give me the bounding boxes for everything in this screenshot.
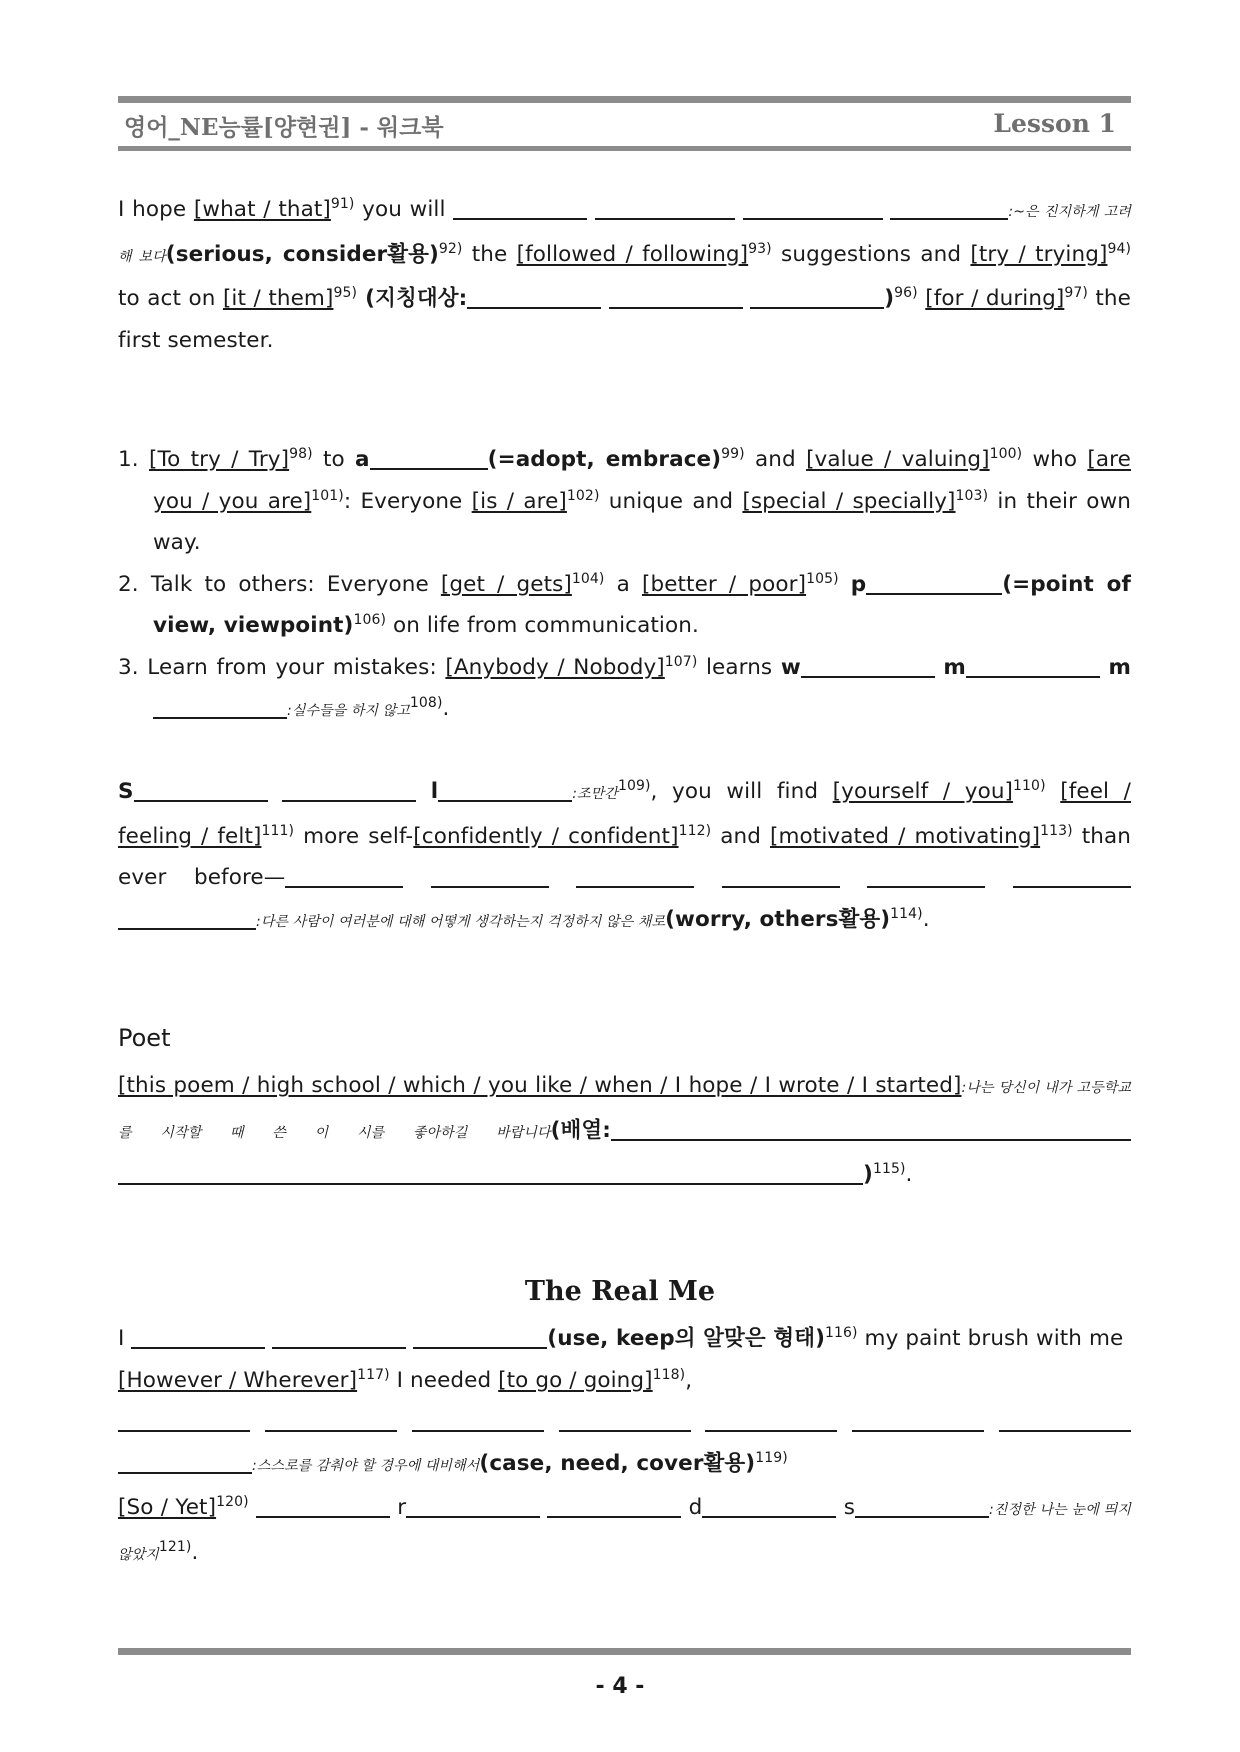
blank [412, 1408, 544, 1432]
blank [285, 864, 403, 888]
poet-paragraph: [this poem / high school / which / you like / when / I hope / I wrote / I started]:나는 당신이 내가 고등학교를 시작할 때 쓴 이 시를 좋아하길 바랍니다(배열: )$^{115)}$. [118, 1073, 1131, 1187]
blank [559, 1408, 691, 1432]
blank [131, 1325, 265, 1349]
blank [406, 1494, 540, 1518]
blank [801, 654, 935, 678]
choice-93: [followed / following] [516, 241, 749, 267]
blank [282, 778, 416, 802]
blank [272, 1325, 406, 1349]
blank [576, 864, 694, 888]
numbered-list [118, 439, 1131, 733]
choice-95: [it / them] [222, 286, 334, 311]
list-item: 3. Learn from your mistakes: [Anybody / Nobody]$^{107)}$ learns w m m:실수들을 하지 않고$^{108)}$. [118, 653, 1132, 721]
page-number: - 4 - [595, 1674, 645, 1699]
blank [866, 571, 1002, 595]
blank [702, 1494, 836, 1518]
blank [547, 1494, 681, 1518]
header-lesson: Lesson 1 [993, 109, 1116, 138]
blank [999, 1408, 1131, 1432]
realme-paragraph: I (use, keep의 알맞은 형태)$^{116)}$ my paint brush with me [However / Wherever]$^{117)}$ I needed [to go / going]$^{118)}$, :스스로를 감춰야 할 경우에 대비해서(case, need, cover활용)$^{119)}$ [So / Yet]$^{120)}$ r d s :진정한 나는 눈에 띄지 않았지$^{121)}$. [118, 1325, 1132, 1565]
blank [966, 654, 1100, 678]
blank [118, 1161, 863, 1185]
list-item: 2. Talk to others: Everyone [get / gets]$^{104)}$ a [better / poor]$^{105)}$ p (=point of view, viewpoint)$^{106)}$ on life from communication. [118, 570, 1131, 638]
blank [609, 285, 743, 309]
blank [413, 1325, 547, 1349]
blank [750, 285, 884, 309]
blank [722, 864, 840, 888]
footer-rule [118, 1648, 1131, 1655]
blank [611, 1117, 1131, 1141]
blank [118, 1450, 252, 1474]
blank [855, 1494, 989, 1518]
hint-92: :~은 진지하게 고려해 보다 [118, 204, 1132, 265]
blank [453, 196, 587, 220]
blank [743, 196, 883, 220]
section-title: The Real Me [524, 1276, 716, 1307]
choice-91: [what / that] [193, 197, 331, 222]
paragraph-1: I hope [what / that]$^{91)}$ you will :~은 진지하게 고려해 보다(serious, consider활용)$^{92)}$ the [followed / following]$^{93)}$ suggestions and [try / trying]$^{94)}$ to act on [it / them]$^{95)}$ (지칭대상: )$^{96)}$ [for / during]$^{97)}$ the first semester. [118, 196, 1132, 353]
blank [867, 864, 985, 888]
blank [153, 695, 287, 719]
paragraph-3: S l :조만간$^{109)}$, you will find [yourself / you]$^{110)}$ [feel / feeling / felt]$^{111)}$ more self-[confidently / confident]$^{112)}$ and [motivated / motivating]$^{113)}$ than ever before— :다른 사람이 여러분에 대해 어떻게 생각하는지 걱정하지 않은 채로(worry, others활용)$^{114)}$. [118, 778, 1132, 932]
qnum-91: 91) [330, 196, 355, 212]
blank [370, 446, 488, 470]
blank [438, 778, 572, 802]
blank [431, 864, 549, 888]
header-rule-bottom [118, 146, 1131, 151]
blank [705, 1408, 837, 1432]
blank [852, 1408, 984, 1432]
header-rule-top [118, 96, 1131, 103]
list-item: 1. [To try / Try]$^{98)}$ to a (=adopt, embrace)$^{99)}$ and [value / valuing]$^{100)}$ who [are you / you are]$^{101)}$: Everyone [is / are]$^{102)}$ unique and [special / specially]$^{103)}$ in their own way. [118, 446, 1131, 555]
blank [467, 285, 601, 309]
choice-94: [try / trying] [970, 241, 1108, 267]
blank [256, 1494, 390, 1518]
header-title: 영어_NE능률[양현권] - 워크북 [124, 114, 444, 141]
blank [1013, 864, 1131, 888]
blank [890, 196, 1008, 220]
choice-97: [for / during] [925, 286, 1065, 311]
blank [595, 196, 735, 220]
blank [118, 906, 256, 930]
poet-heading: Poet [118, 1024, 171, 1052]
blank [118, 1408, 250, 1432]
blank [134, 778, 268, 802]
blank [265, 1408, 397, 1432]
